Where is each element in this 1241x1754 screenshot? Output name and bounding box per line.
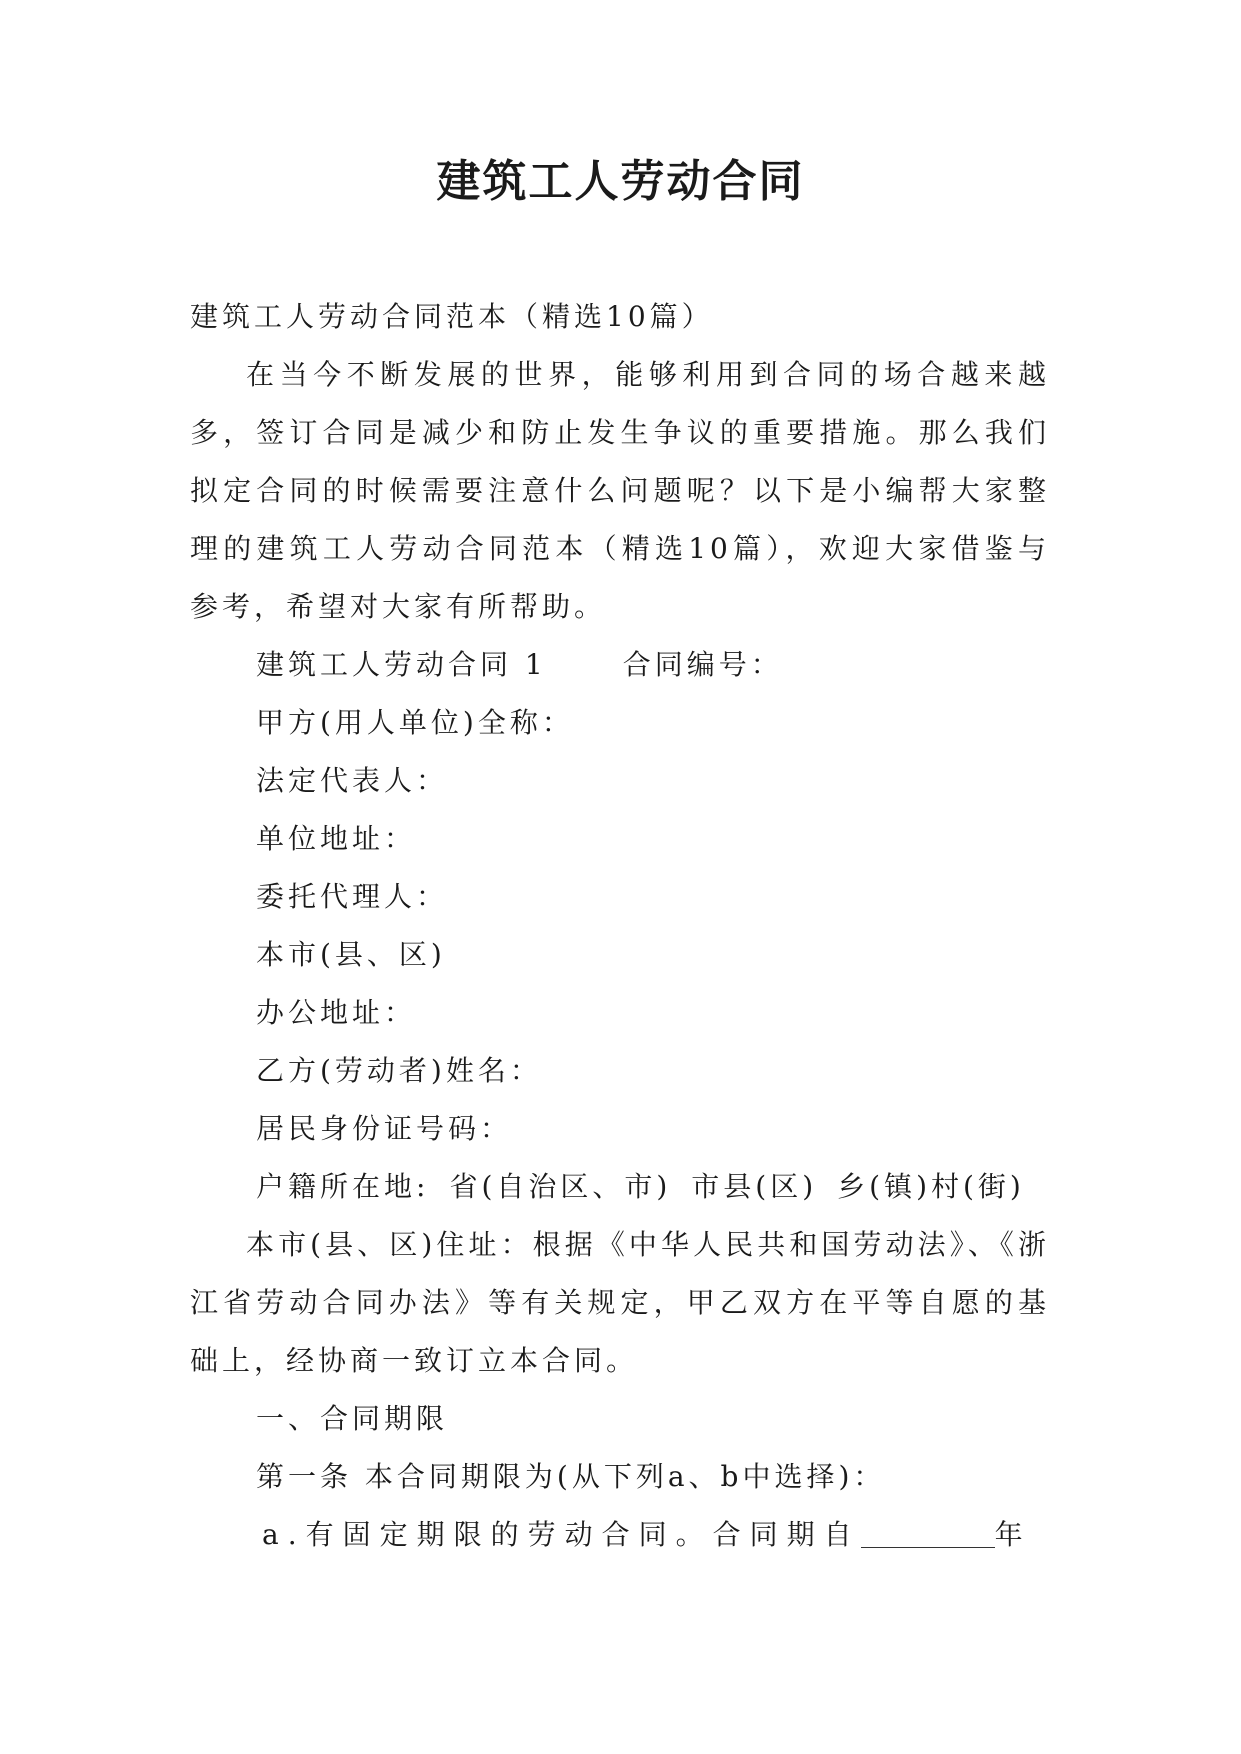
hukou-town: 乡(镇)村(街) [837,1170,1025,1203]
hukou-line [190,1158,1050,1216]
legal-rep-field: 法定代表人： [256,764,449,797]
unit-address-field: 单位地址： [256,822,417,855]
document-body [190,288,1050,1564]
contract-heading-line [190,636,1050,694]
contract-number-label: 合同编号： [622,648,783,681]
hukou-city: 市县(区) [691,1170,818,1203]
clause-a-year: 年 [994,1518,1032,1551]
clause-a-text: a.有固定期限的劳动合同。合同期自 [262,1518,861,1551]
document-title: 建筑工人劳动合同 [436,156,805,207]
section-one-heading: 一、合同期限 [256,1402,449,1435]
intro-paragraph: 在当今不断发展的世界，能够利用到合同的场合越来越多，签订合同是减少和防止发生争议的重要措施。那么我们拟定合同的时候需要注意什么问题呢？以下是小编帮大家整理的建筑工人劳动合同范本（精选10篇），欢迎大家借鉴与参考，希望对大家有所帮助。 [190,358,1050,623]
hukou-province: 省(自治区、市) [449,1170,672,1203]
agent-field: 委托代理人： [256,880,449,913]
party-b-name-field: 乙方(劳动者)姓名： [256,1054,542,1087]
city-county-field: 本市(县、区) [256,938,446,971]
document-subtitle: 建筑工人劳动合同范本（精选10篇） [190,300,714,333]
residence-paragraph: 本市(县、区)住址：根据《中华人民共和国劳动法》、《浙江省劳动合同办法》等有关规定，甲乙双方在平等自愿的基础上，经协商一致订立本合同。 [190,1228,1050,1377]
clause-a-line [190,1506,1050,1564]
hukou-label: 户籍所在地: [256,1170,430,1203]
contract-heading: 建筑工人劳动合同 1 [256,648,547,681]
party-a-name-field: 甲方(用人单位)全称： [256,706,574,739]
office-address-field: 办公地址： [256,996,417,1029]
id-number-field: 居民身份证号码： [256,1112,513,1145]
article-one: 第一条 本合同期限为(从下列a、b中选择)： [256,1460,886,1493]
date-blank [861,1521,995,1548]
